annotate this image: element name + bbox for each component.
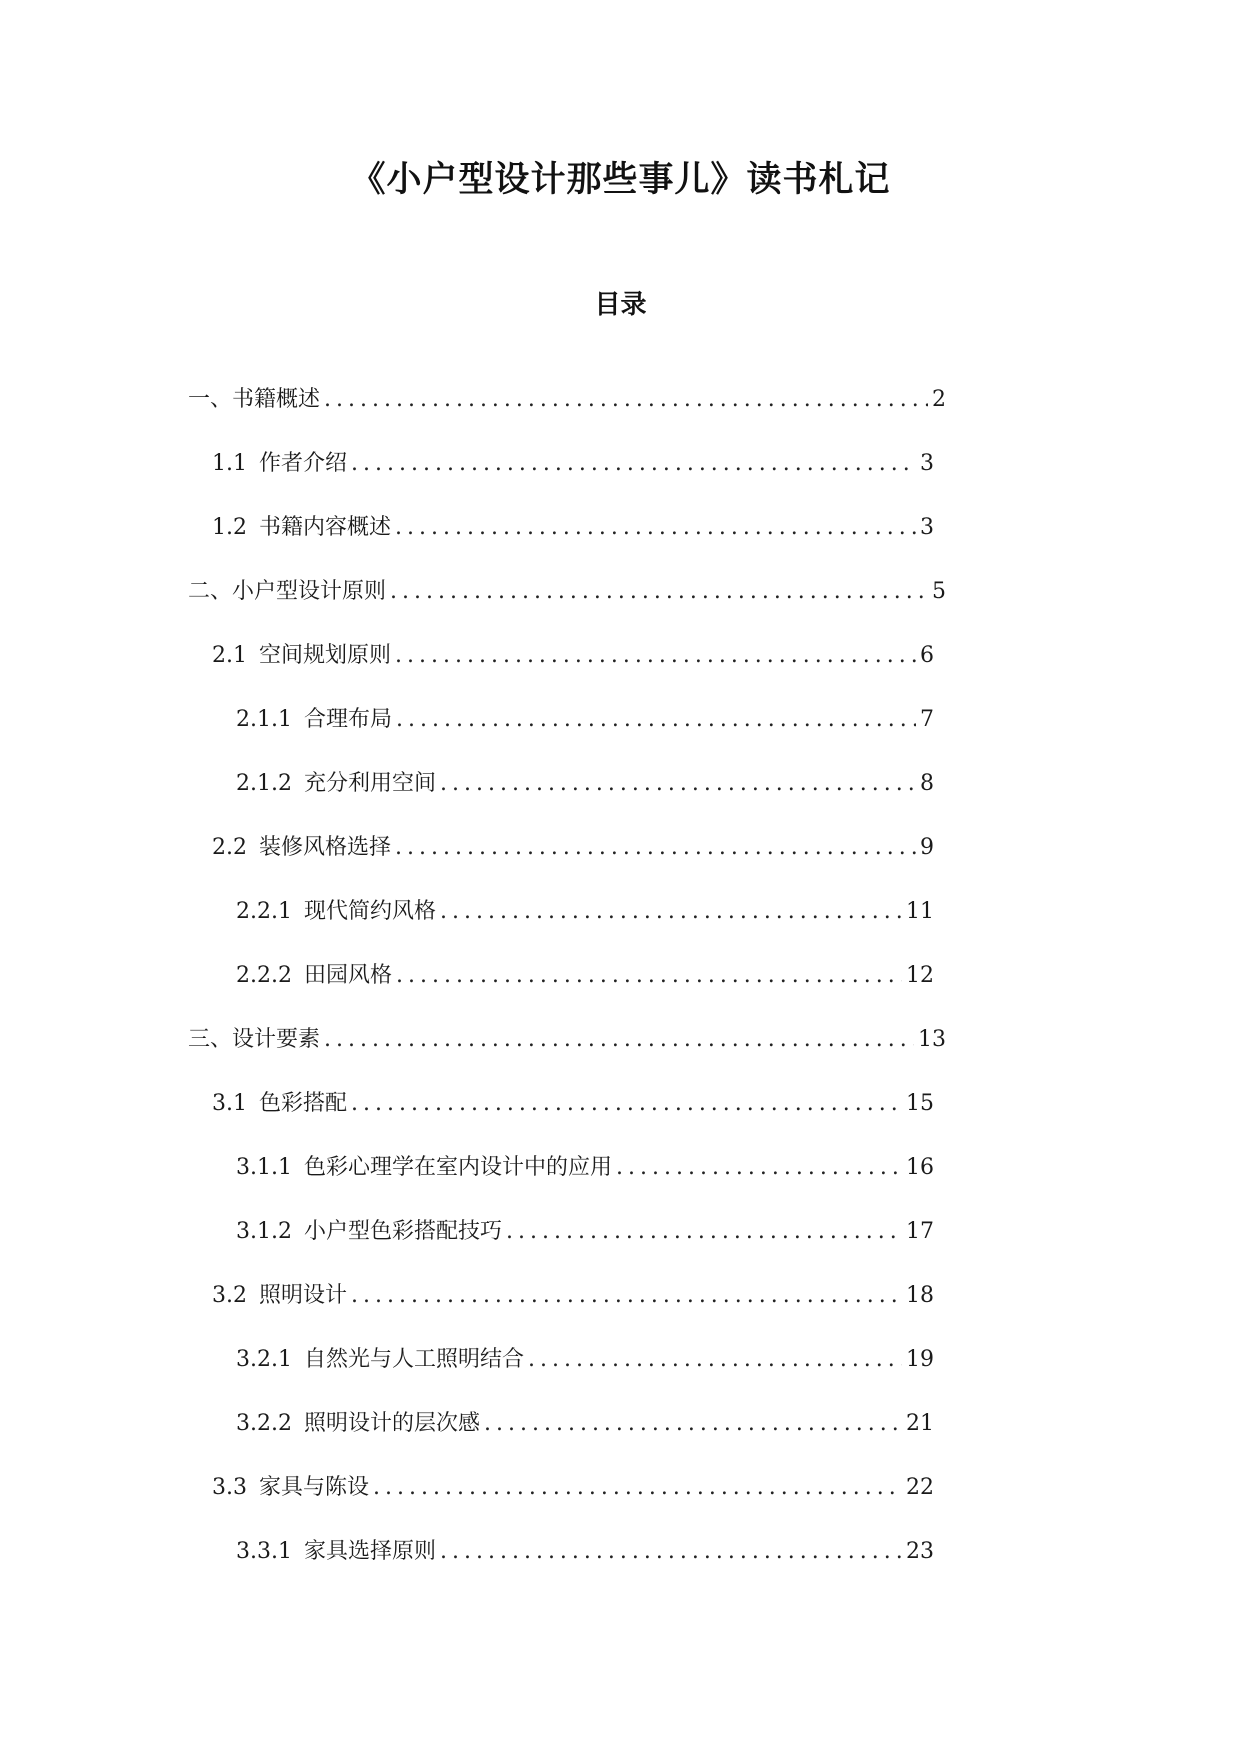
toc-entry-page: 3 [920, 451, 934, 476]
toc-entry-text: 色彩心理学在室内设计中的应用 [303, 1155, 612, 1180]
toc-entry[interactable] [212, 444, 934, 484]
toc-entry[interactable] [236, 1212, 934, 1252]
toc-entry-text: 田园风格 [303, 963, 392, 988]
toc-entry[interactable] [236, 1340, 934, 1380]
toc-entry-page: 11 [906, 899, 934, 924]
toc-entry-number: 3.2.2 [236, 1411, 292, 1436]
toc-entry-page: 9 [920, 835, 934, 860]
toc-entry-number: 1.2 [212, 515, 247, 540]
toc-entry[interactable] [188, 1020, 946, 1060]
toc-entry-page: 22 [906, 1475, 934, 1500]
toc-entry-page: 16 [906, 1155, 934, 1180]
toc-entry-text: 色彩搭配 [259, 1091, 348, 1116]
toc-entry-page: 7 [920, 707, 934, 732]
toc-leader-dots [440, 892, 902, 932]
toc-entry-text: 照明设计的层次感 [303, 1411, 480, 1436]
document-title: 《小户型设计那些事儿》读书札记 [350, 160, 891, 200]
toc-entry-page: 6 [920, 643, 934, 668]
toc-leader-dots [396, 700, 916, 740]
toc-entry[interactable] [236, 1404, 934, 1444]
toc-leader-dots [324, 1020, 914, 1060]
toc-entry-page: 23 [906, 1539, 934, 1564]
toc-entry-page: 13 [918, 1027, 946, 1052]
toc-leader-dots [351, 444, 916, 484]
toc-entry[interactable] [212, 1468, 934, 1508]
toc-leader-dots [395, 636, 916, 676]
toc-leader-dots [324, 380, 928, 420]
toc-entry[interactable] [236, 764, 934, 804]
toc-entry[interactable] [212, 1276, 934, 1316]
toc-entry-number: 二、 [188, 579, 233, 604]
toc-entry-text: 空间规划原则 [259, 643, 392, 668]
toc-heading: 目录 [594, 290, 647, 320]
toc-entry-text: 现代简约风格 [303, 899, 436, 924]
toc-entry-text: 家具选择原则 [303, 1539, 436, 1564]
toc-leader-dots [395, 828, 916, 868]
toc-leader-dots [616, 1148, 902, 1188]
toc-entry-page: 8 [920, 771, 934, 796]
toc-leader-dots [390, 572, 928, 612]
toc-entry-text: 合理布局 [303, 707, 392, 732]
toc-entry-text: 照明设计 [259, 1283, 348, 1308]
toc-entry-text: 装修风格选择 [259, 835, 392, 860]
toc-entry-number: 2.2 [212, 835, 247, 860]
toc-entry-number: 1.1 [212, 451, 247, 476]
toc-entry-page: 18 [906, 1283, 934, 1308]
toc-entry-number: 3.2.1 [236, 1347, 292, 1372]
toc-entry-page: 21 [906, 1411, 934, 1436]
toc-entry-number: 三、 [188, 1027, 233, 1052]
toc-leader-dots [396, 956, 902, 996]
toc-entry-text: 书籍概述 [232, 387, 321, 412]
toc-entry-number: 3.3.1 [236, 1539, 292, 1564]
toc-leader-dots [351, 1276, 902, 1316]
toc-entry-number: 2.1.1 [236, 707, 292, 732]
toc-leader-dots [373, 1468, 902, 1508]
toc-entry-page: 12 [906, 963, 934, 988]
toc-entry-text: 作者介绍 [259, 451, 348, 476]
toc-entry[interactable] [188, 380, 946, 420]
toc-entry[interactable] [236, 700, 934, 740]
toc-entry-page: 15 [906, 1091, 934, 1116]
toc-entry-number: 2.2.2 [236, 963, 292, 988]
toc-entry-number: 一、 [188, 387, 233, 412]
toc-entry-text: 家具与陈设 [259, 1475, 370, 1500]
toc-entry[interactable] [188, 572, 946, 612]
toc-leader-dots [440, 764, 916, 804]
toc-leader-dots [484, 1404, 902, 1444]
toc-entry-text: 充分利用空间 [303, 771, 436, 796]
toc-entry-number: 2.2.1 [236, 899, 292, 924]
toc-entry[interactable] [236, 1532, 934, 1572]
toc-entry-page: 17 [906, 1219, 934, 1244]
toc-entry[interactable] [236, 956, 934, 996]
toc-entry-number: 2.1.2 [236, 771, 292, 796]
toc-entry-page: 2 [932, 387, 946, 412]
toc-entry-number: 3.3 [212, 1475, 247, 1500]
toc-entry-text: 书籍内容概述 [259, 515, 392, 540]
toc-entry[interactable] [212, 636, 934, 676]
toc-entry-text: 自然光与人工照明结合 [303, 1347, 524, 1372]
toc-entry-text: 小户型设计原则 [232, 579, 387, 604]
toc-leader-dots [506, 1212, 902, 1252]
toc-leader-dots [351, 1084, 902, 1124]
toc-entry-number: 3.2 [212, 1283, 247, 1308]
toc-entry-page: 19 [906, 1347, 934, 1372]
toc-entry-number: 2.1 [212, 643, 247, 668]
toc-entry-text: 设计要素 [232, 1027, 321, 1052]
toc-entry[interactable] [236, 1148, 934, 1188]
toc-entry-number: 3.1.2 [236, 1219, 292, 1244]
toc-entry-number: 3.1 [212, 1091, 247, 1116]
toc-leader-dots [528, 1340, 902, 1380]
toc-entry[interactable] [212, 828, 934, 868]
toc-entry-page: 3 [920, 515, 934, 540]
toc-entry[interactable] [236, 892, 934, 932]
toc-leader-dots [395, 508, 916, 548]
toc-entry-page: 5 [932, 579, 946, 604]
toc-entry-number: 3.1.1 [236, 1155, 292, 1180]
toc-entry-text: 小户型色彩搭配技巧 [303, 1219, 502, 1244]
toc-leader-dots [440, 1532, 902, 1572]
toc-entry[interactable] [212, 1084, 934, 1124]
toc-entry[interactable] [212, 508, 934, 548]
